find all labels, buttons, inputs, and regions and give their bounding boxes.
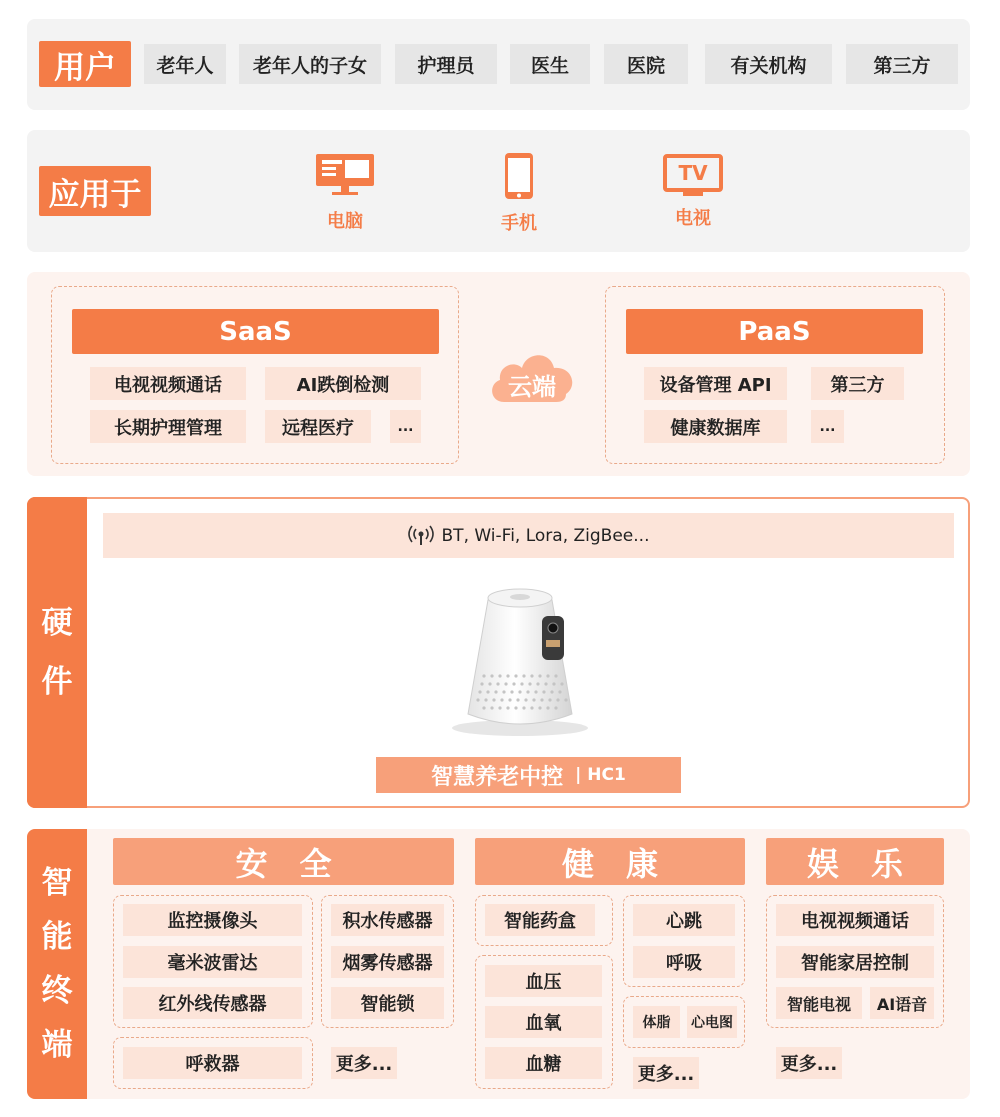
users-title: 用户 bbox=[39, 41, 131, 87]
terminal-title-char: 端 bbox=[41, 1027, 73, 1064]
user-tag-third-party: 第三方 bbox=[846, 44, 958, 84]
health-item: 血氧 bbox=[485, 1006, 602, 1038]
device-tv bbox=[658, 152, 728, 230]
saas-item: 远程医疗 bbox=[265, 410, 371, 443]
saas-item: 长期护理管理 bbox=[90, 410, 246, 443]
entertainment-item: AI语音 bbox=[870, 987, 934, 1019]
hardware-title-char: 件 bbox=[41, 663, 73, 700]
paas-item-more: ... bbox=[811, 410, 844, 443]
device-computer bbox=[310, 152, 380, 233]
product-name: 智慧养老中控 bbox=[431, 764, 564, 790]
safety-item: 毫米波雷达 bbox=[123, 946, 302, 978]
health-item: 智能药盒 bbox=[485, 904, 595, 936]
monitor-icon bbox=[314, 152, 376, 201]
health-item: 心电图 bbox=[687, 1006, 737, 1038]
paas-item: 健康数据库 bbox=[644, 410, 787, 443]
health-title: 健 康 bbox=[475, 838, 745, 885]
entertainment-item: 智能家居控制 bbox=[776, 946, 934, 978]
tv-icon bbox=[663, 152, 723, 198]
health-item: 心跳 bbox=[633, 904, 735, 936]
terminal-title bbox=[27, 829, 87, 1099]
paas-title: PaaS bbox=[626, 309, 923, 354]
safety-title: 安 全 bbox=[113, 838, 454, 885]
safety-item: 智能锁 bbox=[331, 987, 444, 1019]
hardware-title-char: 硬 bbox=[41, 604, 73, 641]
health-item: 血压 bbox=[485, 965, 602, 997]
apply-title: 应用于 bbox=[39, 166, 151, 216]
protocol-bar bbox=[103, 513, 954, 558]
terminal-title-char: 能 bbox=[41, 918, 73, 955]
safety-item: 烟雾传感器 bbox=[331, 946, 444, 978]
saas-item: 电视视频通话 bbox=[90, 367, 246, 400]
user-tag-elderly: 老年人 bbox=[144, 44, 226, 84]
entertainment-more: 更多... bbox=[776, 1047, 842, 1079]
device-computer-label: 电脑 bbox=[327, 211, 363, 232]
user-tag-institution: 有关机构 bbox=[705, 44, 832, 84]
safety-item: 呼救器 bbox=[123, 1047, 302, 1079]
health-item: 呼吸 bbox=[633, 946, 735, 978]
entertainment-title: 娱 乐 bbox=[766, 838, 944, 885]
product-model: | HC1 bbox=[575, 765, 626, 785]
wireless-signal-icon bbox=[408, 525, 434, 547]
paas-item: 第三方 bbox=[811, 367, 904, 400]
hc1-device-image bbox=[440, 578, 600, 738]
saas-title: SaaS bbox=[72, 309, 439, 354]
product-name-bar bbox=[376, 757, 681, 793]
paas-item: 设备管理 API bbox=[644, 367, 787, 400]
health-item: 体脂 bbox=[633, 1006, 680, 1038]
safety-item: 监控摄像头 bbox=[123, 904, 302, 936]
device-phone-label: 手机 bbox=[501, 213, 537, 234]
safety-more: 更多... bbox=[331, 1047, 397, 1079]
terminal-title-char: 智 bbox=[41, 864, 73, 901]
cloud-label: 云端 bbox=[508, 373, 556, 401]
user-tag-children: 老年人的子女 bbox=[239, 44, 381, 84]
hardware-title bbox=[27, 497, 87, 808]
protocol-text: BT, Wi-Fi, Lora, ZigBee... bbox=[441, 525, 650, 546]
device-phone bbox=[484, 152, 554, 235]
tv-screen-text: TV bbox=[678, 161, 708, 185]
safety-item: 红外线传感器 bbox=[123, 987, 302, 1019]
user-tag-caregiver: 护理员 bbox=[395, 44, 497, 84]
terminal-title-char: 终 bbox=[41, 973, 73, 1009]
saas-item: AI跌倒检测 bbox=[265, 367, 421, 400]
phone-icon bbox=[503, 152, 535, 205]
health-more: 更多... bbox=[633, 1057, 699, 1089]
health-item: 血糖 bbox=[485, 1047, 602, 1079]
user-tag-hospital: 医院 bbox=[604, 44, 688, 84]
user-tag-doctor: 医生 bbox=[510, 44, 590, 84]
saas-item-more: ... bbox=[390, 410, 421, 443]
safety-item: 积水传感器 bbox=[331, 904, 444, 936]
entertainment-item: 电视视频通话 bbox=[776, 904, 934, 936]
entertainment-item: 智能电视 bbox=[776, 987, 862, 1019]
device-tv-label: 电视 bbox=[675, 208, 711, 229]
